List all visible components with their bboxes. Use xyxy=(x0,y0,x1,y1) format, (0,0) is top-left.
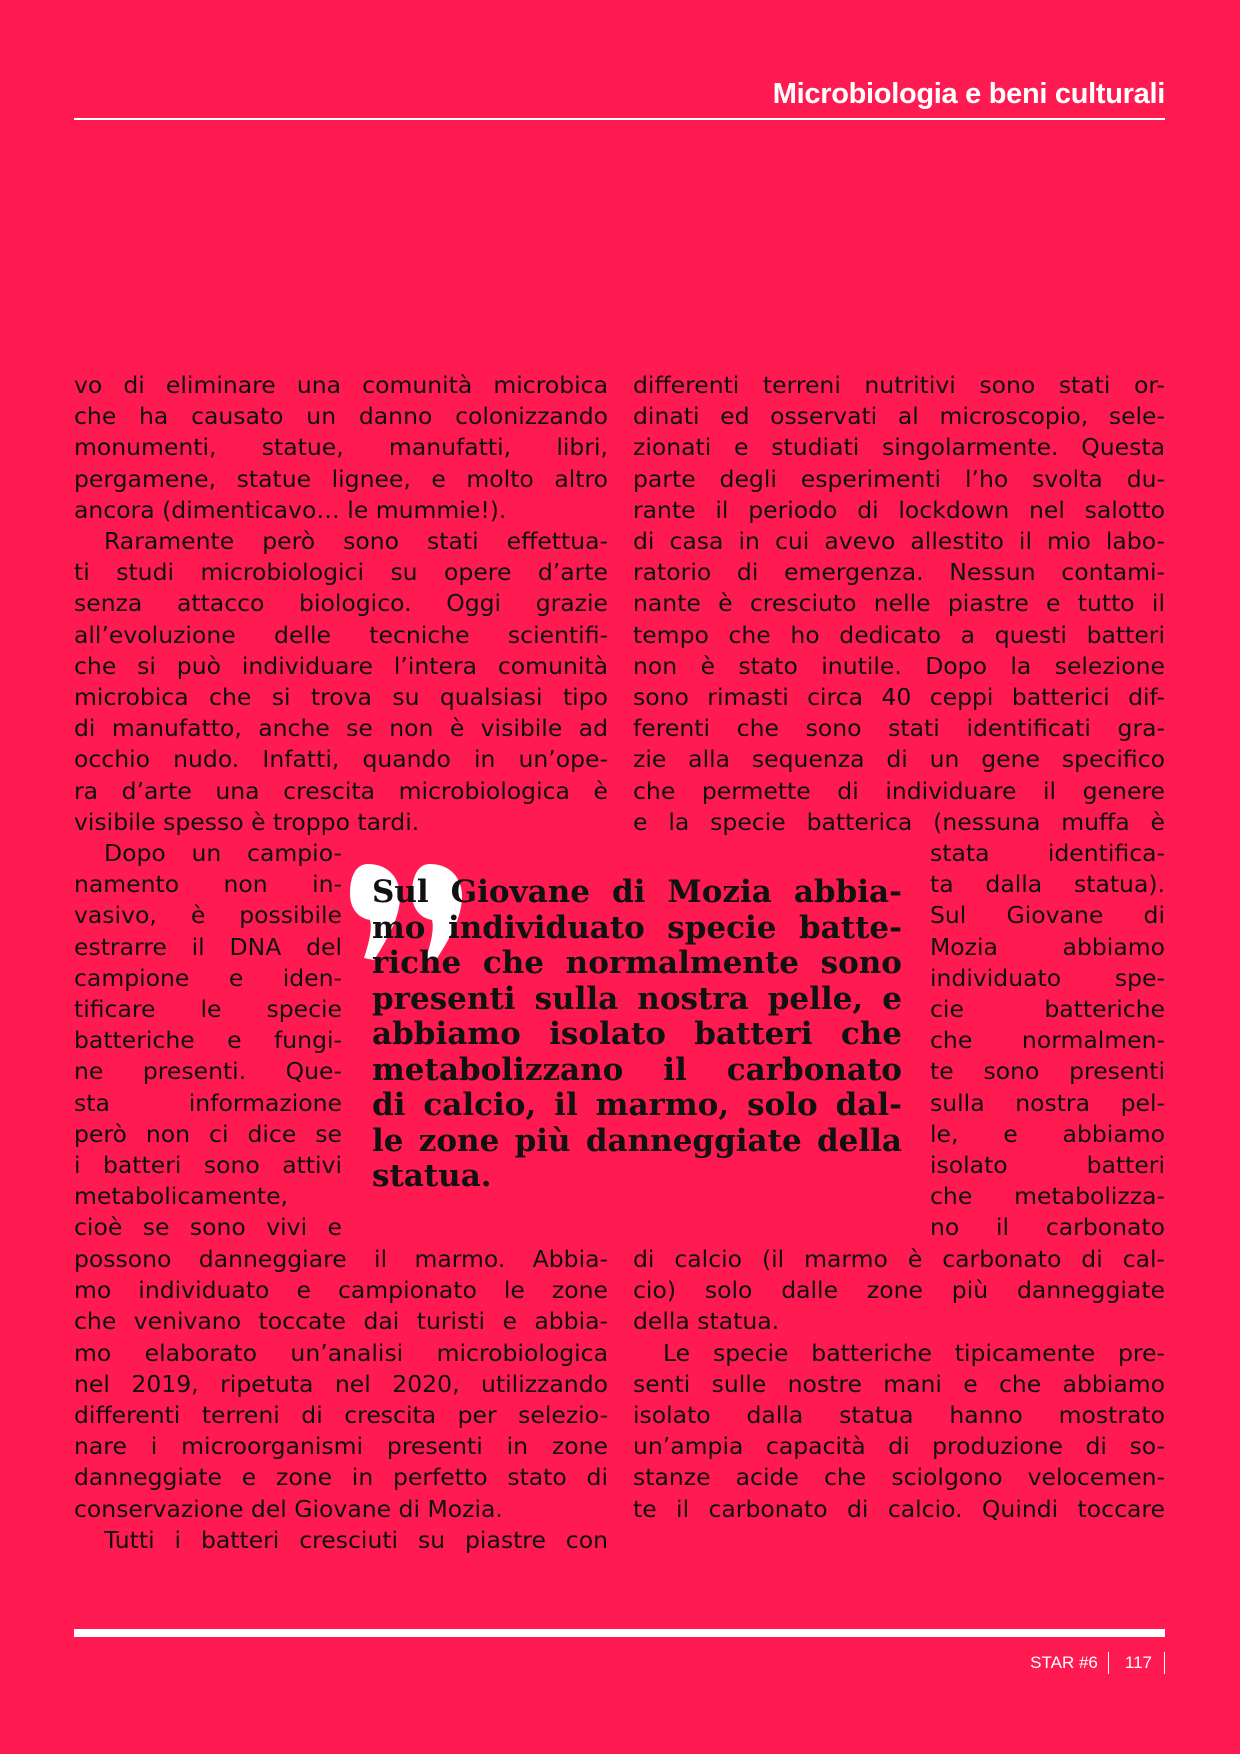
text-line: che si può individuare l’intera comunità xyxy=(74,651,608,680)
text-line: estrarre il DNA del xyxy=(74,932,342,961)
text-line: metabolizzano il carbonato xyxy=(372,1051,902,1088)
pull-quote xyxy=(372,875,902,1195)
text-line: della statua. xyxy=(633,1307,780,1336)
text-line: zie alla sequenza di un gene specifico xyxy=(633,745,1165,774)
text-line: Tutti i batteri cresciuti su piastre con xyxy=(104,1525,608,1554)
text-line: Mozia abbiamo xyxy=(930,932,1165,961)
text-line: Dopo un campio- xyxy=(104,839,342,867)
text-line: ancora (dimenticavo… le mummie!). xyxy=(74,495,507,524)
text-line: le, e abbiamo xyxy=(930,1119,1165,1148)
left-column-bottom xyxy=(74,1244,608,1556)
text-line: pergamene, statue lignee, e molto altro xyxy=(74,464,608,493)
text-line: vo di eliminare una comunità microbica xyxy=(74,371,608,399)
text-line: occhio nudo. Infatti, quando in un’ope- xyxy=(74,745,608,774)
text-line: nare i microorganismi presenti in zone xyxy=(74,1432,608,1461)
text-line: presenti sulla nostra pelle, e xyxy=(372,980,902,1017)
text-line: campione e iden- xyxy=(74,963,342,992)
text-line: ferenti che sono stati identificati gra- xyxy=(633,714,1165,743)
text-line: di calcio, il marmo, solo dal- xyxy=(372,1087,902,1123)
text-line: ratorio di emergenza. Nessun contami- xyxy=(633,558,1165,587)
text-line: che metabolizza- xyxy=(930,1182,1165,1211)
text-line: i batteri sono attivi xyxy=(74,1151,342,1180)
magazine-issue: STAR #6 xyxy=(1030,1653,1098,1672)
text-line: possono danneggiare il marmo. Abbia- xyxy=(74,1245,608,1273)
right-column-bottom xyxy=(633,1244,1165,1525)
text-line: sta informazione xyxy=(74,1088,342,1117)
text-line: mo individuato e campionato le zone xyxy=(74,1276,608,1305)
text-line: monumenti, statue, manufatti, libri, xyxy=(74,433,608,462)
text-line: conservazione del Giovane di Mozia. xyxy=(74,1494,503,1523)
text-line: abbiamo isolato batteri che xyxy=(372,1016,902,1052)
text-line: batteriche e fungi- xyxy=(74,1026,342,1055)
section-title: Microbiologia e beni culturali xyxy=(772,78,1165,110)
text-line: stanze acide che sciolgono velocemen- xyxy=(633,1463,1165,1492)
text-line: Raramente però sono stati effettua- xyxy=(104,527,608,556)
text-line: zionati e studiati singolarmente. Questa xyxy=(633,433,1165,462)
text-line: cio) solo dalle zone più danneggiate xyxy=(633,1276,1165,1305)
text-line: che normalmen- xyxy=(930,1026,1165,1055)
text-line: senza attacco biologico. Oggi grazie xyxy=(74,589,608,618)
text-line: che permette di individuare il genere xyxy=(633,776,1165,805)
text-line: sulla nostra pel- xyxy=(930,1088,1165,1117)
text-line: microbica che si trova su qualsiasi tipo xyxy=(74,683,608,712)
text-line: sono rimasti circa 40 ceppi batterici dif- xyxy=(633,683,1165,712)
text-line: namento non in- xyxy=(74,870,342,899)
text-line: mo individuato specie batte- xyxy=(372,909,902,946)
text-line: metabolicamente, xyxy=(74,1182,289,1211)
text-line: Le specie batteriche tipicamente pre- xyxy=(663,1338,1165,1367)
text-line: all’evoluzione delle tecniche scientifi- xyxy=(74,620,608,649)
text-line: ta dalla statua). xyxy=(930,870,1165,899)
right-column-narrow xyxy=(930,838,1165,1244)
left-column-top xyxy=(74,370,608,838)
text-line: differenti terreni nutritivi sono stati or- xyxy=(633,371,1165,399)
text-line: le zone più danneggiate della xyxy=(372,1122,902,1159)
text-line: differenti terreni di crescita per selezio- xyxy=(74,1401,608,1430)
text-line: isolato dalla statua hanno mostrato xyxy=(633,1401,1165,1430)
text-line: rante il periodo di lockdown nel salotto xyxy=(633,495,1165,524)
footer-rule xyxy=(74,1629,1165,1637)
text-line: te il carbonato di calcio. Quindi toccare xyxy=(633,1494,1165,1523)
text-line: parte degli esperimenti l’ho svolta du- xyxy=(633,464,1165,493)
text-line: un’ampia capacità di produzione di so- xyxy=(633,1432,1165,1461)
text-line: Sul Giovane di Mozia abbia- xyxy=(372,874,902,910)
footer-separator xyxy=(1108,1652,1109,1674)
text-line: di calcio (il marmo è carbonato di cal- xyxy=(633,1245,1165,1273)
text-line: ne presenti. Que- xyxy=(74,1057,342,1086)
text-line: cioè se sono vivi e xyxy=(74,1213,342,1242)
text-line: riche che normalmente sono xyxy=(372,945,902,981)
text-line: no il carbonato xyxy=(930,1213,1165,1242)
text-line: nante è cresciuto nelle piastre e tutto il xyxy=(633,589,1165,618)
text-line: tempo che ho dedicato a questi batteri xyxy=(633,620,1165,649)
text-line: ra d’arte una crescita microbiologica è xyxy=(74,776,608,805)
text-line: però non ci dice se xyxy=(74,1119,342,1148)
text-line: Sul Giovane di xyxy=(930,901,1165,930)
text-line: non è stato inutile. Dopo la selezione xyxy=(633,651,1165,680)
text-line: nel 2019, ripetuta nel 2020, utilizzando xyxy=(74,1369,608,1398)
page-number: 117 xyxy=(1124,1653,1152,1672)
text-line: di manufatto, anche se non è visibile ad xyxy=(74,714,608,743)
text-line: isolato batteri xyxy=(930,1151,1165,1180)
text-line: visibile spesso è troppo tardi. xyxy=(74,807,420,836)
text-line: vasivo, è possibile xyxy=(74,901,342,930)
text-line: individuato spe- xyxy=(930,963,1165,992)
text-line: cie batteriche xyxy=(930,995,1165,1024)
text-line: mo elaborato un’analisi microbiologica xyxy=(74,1338,608,1367)
page-footer xyxy=(1030,1652,1165,1674)
footer-separator-end xyxy=(1164,1652,1165,1674)
text-line: senti sulle nostre mani e che abbiamo xyxy=(633,1369,1165,1398)
text-line: te sono presenti xyxy=(930,1057,1165,1086)
text-line: di casa in cui avevo allestito il mio labo- xyxy=(633,527,1165,556)
text-line: e la specie batterica (nessuna muffa è xyxy=(633,807,1165,836)
text-line: dinati ed osservati al microscopio, sele- xyxy=(633,402,1165,431)
right-column-top xyxy=(633,370,1165,838)
text-line: ti studi microbiologici su opere d’arte xyxy=(74,558,608,587)
text-line: stata identifica- xyxy=(930,839,1165,867)
left-column-narrow xyxy=(74,838,342,1244)
header-rule xyxy=(74,118,1165,120)
text-line: statua. xyxy=(372,1158,492,1194)
text-line: tificare le specie xyxy=(74,995,342,1024)
text-line: che ha causato un danno colonizzando xyxy=(74,402,608,431)
text-line: che venivano toccate dai turisti e abbia- xyxy=(74,1307,608,1336)
text-line: danneggiate e zone in perfetto stato di xyxy=(74,1463,608,1492)
